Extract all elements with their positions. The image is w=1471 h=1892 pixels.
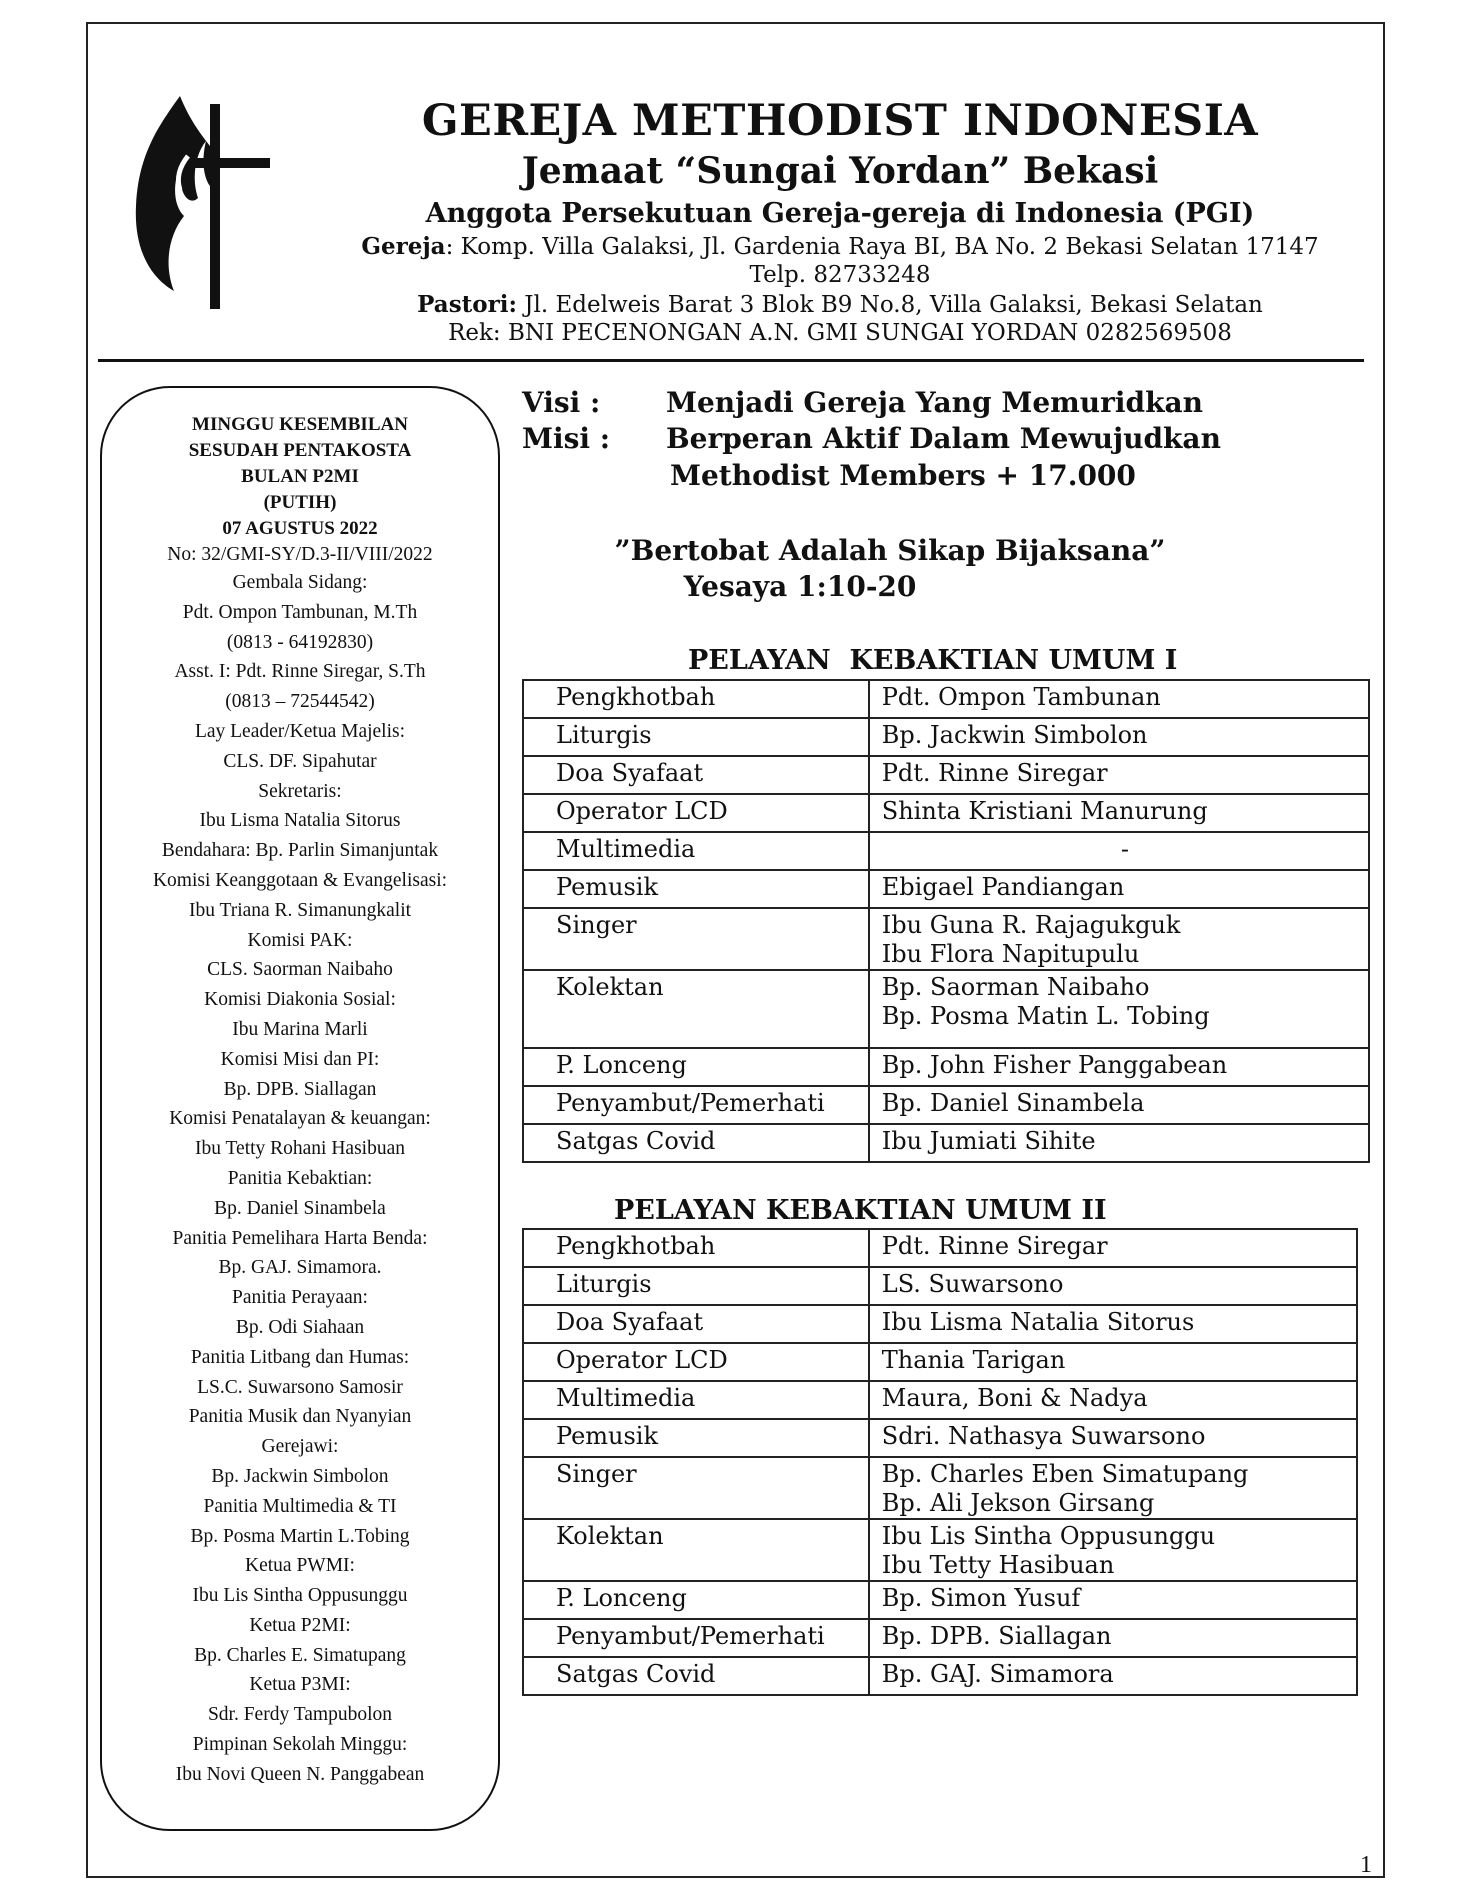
service-role: Doa Syafaat [523, 1305, 869, 1343]
service-row [523, 1457, 1357, 1519]
sidebar-line: (0813 - 64192830) [226, 631, 374, 653]
service-role: Satgas Covid [523, 1124, 869, 1162]
person-name: Bp. Simon Yusuf [881, 1584, 1081, 1612]
service-person [869, 1124, 1369, 1162]
service2-title: PELAYAN KEBAKTIAN UMUM II [614, 1195, 1107, 1226]
sidebar-line: Ibu Lisma Natalia Sitorus [199, 810, 401, 832]
sidebar-line: Gembala Sidang: [232, 572, 368, 593]
sidebar-line: Ketua PWMI: [245, 1555, 355, 1577]
service-role: Liturgis [523, 718, 869, 756]
sidebar-line: Ibu Triana R. Simanungkalit [188, 899, 412, 921]
sidebar-officers [100, 568, 500, 1790]
sidebar-line: Bendahara: Bp. Parlin Simanjuntak [161, 840, 439, 862]
sidebar-line: Sekretaris: [258, 780, 342, 802]
sidebar-line: Panitia Litbang dan Humas: [190, 1346, 410, 1368]
service-person [869, 908, 1369, 970]
service-role: Multimedia [523, 832, 869, 870]
person-name: Bp. Charles Eben Simatupang [881, 1460, 1249, 1488]
person-name: Bp. John Fisher Panggabean [881, 1051, 1228, 1079]
service-row [523, 794, 1369, 832]
person-name: Bp. Jackwin Simbolon [881, 721, 1148, 749]
sidebar-line: Pdt. Ompon Tambunan, M.Th [182, 601, 418, 623]
sidebar-line: CLS. Saorman Naibaho [207, 959, 393, 981]
sidebar-line: Bp. Posma Martin L.Tobing [190, 1525, 410, 1547]
service-row [523, 1048, 1369, 1086]
person-name: Bp. GAJ. Simamora [881, 1660, 1114, 1688]
sidebar-heading-4: (PUTIH) [263, 492, 337, 513]
person-name: Ibu Lisma Natalia Sitorus [881, 1308, 1195, 1336]
sidebar-line: Ketua P2MI: [249, 1614, 351, 1636]
service-row [523, 1519, 1357, 1581]
parsonage-line [290, 291, 1390, 318]
service-role: Doa Syafaat [523, 756, 869, 794]
service-role: Kolektan [523, 1519, 869, 1581]
service-person [869, 1581, 1357, 1619]
sidebar-heading-3: BULAN P2MI [241, 466, 359, 487]
person-name: Shinta Kristiani Manurung [881, 797, 1208, 825]
service-row [523, 1229, 1357, 1267]
sidebar-line: Lay Leader/Ketua Majelis: [194, 720, 406, 742]
person-name: LS. Suwarsono [881, 1270, 1064, 1298]
page-number: 1 [1360, 1852, 1372, 1878]
sidebar-line: Bp. Jackwin Simbolon [211, 1465, 389, 1487]
sidebar-line: Komisi Misi dan PI: [220, 1048, 380, 1070]
service-row [523, 1381, 1357, 1419]
sidebar-line: Ibu Lis Sintha Oppusunggu [192, 1585, 408, 1607]
service-person [869, 1519, 1357, 1581]
header-divider [98, 359, 1364, 362]
sidebar-line: Komisi Keanggotaan & Evangelisasi: [152, 869, 448, 891]
person-name: Pdt. Ompon Tambunan [881, 683, 1161, 711]
service-role: Singer [523, 1457, 869, 1519]
sidebar-line: Komisi Penatalayan & keuangan: [169, 1108, 431, 1130]
sidebar-line: Bp. Odi Siahaan [235, 1316, 365, 1338]
service-person [869, 1619, 1357, 1657]
service-row [523, 832, 1369, 870]
service-person [869, 794, 1369, 832]
parsonage-address: Jl. Edelweis Barat 3 Blok B9 No.8, Villa Galaksi, Bekasi Selatan [516, 292, 1263, 318]
person-name: Ibu Jumiati Sihite [881, 1127, 1096, 1155]
service1-table [522, 679, 1370, 1163]
cross-and-flame-logo [128, 86, 288, 326]
service-row [523, 870, 1369, 908]
service-row [523, 1419, 1357, 1457]
sidebar-line: Sdr. Ferdy Tampubolon [207, 1704, 393, 1726]
service-person [869, 1343, 1357, 1381]
person-name: Ibu Flora Napitupulu [881, 940, 1140, 968]
person-name: Ebigael Pandiangan [881, 873, 1125, 901]
person-name: Thania Tarigan [881, 1346, 1066, 1374]
sidebar-line: Komisi PAK: [247, 929, 353, 951]
person-name: Sdri. Nathasya Suwarsono [881, 1422, 1206, 1450]
service-role: Penyambut/Pemerhati [523, 1086, 869, 1124]
parsonage-label: Pastori: [417, 291, 517, 318]
church-name: GEREJA METHODIST INDONESIA [421, 96, 1259, 146]
service-person [869, 1457, 1357, 1519]
service-row [523, 1124, 1369, 1162]
sidebar-line: Ibu Marina Marli [232, 1018, 368, 1040]
service-row [523, 718, 1369, 756]
service-role: P. Lonceng [523, 1581, 869, 1619]
person-name: Bp. DPB. Siallagan [881, 1622, 1112, 1650]
service-role: Pemusik [523, 870, 869, 908]
service1-title: PELAYAN KEBAKTIAN UMUM I [688, 645, 1178, 676]
service-person [869, 756, 1369, 794]
misi-text-2: Methodist Members + 17.000 [670, 459, 1136, 492]
person-name: Pdt. Rinne Siregar [881, 759, 1108, 787]
service-person [869, 1419, 1357, 1457]
visi-text: Menjadi Gereja Yang Memuridkan [666, 386, 1204, 419]
phone-line: Telp. 82733248 [749, 262, 931, 288]
church-address: : Komp. Villa Galaksi, Jl. Gardenia Raya BI, BA No. 2 Bekasi Selatan 17147 [445, 234, 1319, 260]
service-person [869, 1048, 1369, 1086]
sidebar-line: Ibu Tetty Rohani Hasibuan [194, 1138, 406, 1160]
service-row [523, 1305, 1357, 1343]
service-role: Operator LCD [523, 794, 869, 832]
person-name: Pdt. Rinne Siregar [881, 1232, 1108, 1260]
service-person [869, 1229, 1357, 1267]
service-role: Operator LCD [523, 1343, 869, 1381]
service-row [523, 1343, 1357, 1381]
sidebar-heading-1: MINGGU KESEMBILAN [192, 414, 408, 435]
sidebar-line: Ibu Novi Queen N. Panggabean [175, 1763, 425, 1785]
service-role: Satgas Covid [523, 1657, 869, 1695]
sidebar-line: Gerejawi: [261, 1436, 339, 1458]
service-person [869, 1657, 1357, 1695]
person-name: Ibu Lis Sintha Oppusunggu [881, 1522, 1216, 1550]
sidebar-line: LS.C. Suwarsono Samosir [197, 1376, 403, 1398]
sidebar [100, 412, 500, 1790]
service-person [869, 1305, 1357, 1343]
sidebar-line: (0813 – 72544542) [225, 691, 375, 713]
misi-text-1: Berperan Aktif Dalam Mewujudkan [666, 422, 1221, 455]
service-person [869, 680, 1369, 718]
service-role: Pemusik [523, 1419, 869, 1457]
service-role: Multimedia [523, 1381, 869, 1419]
misi-label: Misi : [522, 422, 611, 455]
sidebar-line: Panitia Perayaan: [232, 1287, 368, 1309]
service-person [869, 970, 1369, 1048]
bulletin-number: No: 32/GMI-SY/D.3-II/VIII/2022 [167, 544, 433, 565]
service-row [523, 680, 1369, 718]
service-role: Liturgis [523, 1267, 869, 1305]
person-name: Ibu Tetty Hasibuan [881, 1551, 1115, 1579]
service-row [523, 908, 1369, 970]
service-person [869, 832, 1369, 870]
person-name: Bp. Daniel Sinambela [881, 1089, 1145, 1117]
person-name: - [1120, 835, 1129, 863]
sidebar-line: Bp. DPB. Siallagan [223, 1078, 377, 1100]
membership-line: Anggota Persekutuan Gereja-gereja di Indonesia (PGI) [425, 198, 1255, 229]
sidebar-line: Panitia Musik dan Nyanyian [188, 1406, 412, 1428]
sidebar-line: Pimpinan Sekolah Minggu: [192, 1734, 408, 1756]
service-role: Pengkhotbah [523, 680, 869, 718]
sidebar-line: Panitia Multimedia & TI [203, 1495, 397, 1517]
scripture-reference: Yesaya 1:10-20 [683, 570, 917, 603]
sidebar-line: Panitia Kebaktian: [227, 1167, 373, 1189]
sidebar-line: Bp. GAJ. Simamora. [218, 1257, 382, 1279]
bank-account-line: Rek: BNI PECENONGAN A.N. GMI SUNGAI YORDAN 0282569508 [448, 320, 1232, 346]
service-person [869, 1086, 1369, 1124]
service-role: Penyambut/Pemerhati [523, 1619, 869, 1657]
church-address-line [290, 233, 1390, 260]
congregation-name: Jemaat “Sungai Yordan” Bekasi [521, 150, 1159, 192]
sidebar-heading-2: SESUDAH PENTAKOSTA [188, 440, 412, 461]
person-name: Bp. Posma Matin L. Tobing [881, 1002, 1210, 1030]
person-name: Bp. Saorman Naibaho [881, 973, 1150, 1001]
service-role: Singer [523, 908, 869, 970]
service-row [523, 1086, 1369, 1124]
service-row [523, 756, 1369, 794]
sidebar-line: Komisi Diakonia Sosial: [204, 989, 396, 1011]
church-label: Gereja [361, 233, 446, 260]
service-person [869, 1267, 1357, 1305]
visi-label: Visi : [522, 386, 601, 419]
service-role: Kolektan [523, 970, 869, 1048]
service-row [523, 1267, 1357, 1305]
sermon-theme: ”Bertobat Adalah Sikap Bijaksana” [614, 534, 1166, 567]
person-name: Bp. Ali Jekson Girsang [881, 1489, 1155, 1517]
service-person [869, 718, 1369, 756]
service-row [523, 1657, 1357, 1695]
sidebar-date: 07 AGUSTUS 2022 [222, 518, 378, 539]
service-person [869, 1381, 1357, 1419]
person-name: Ibu Guna R. Rajagukguk [881, 911, 1181, 939]
sidebar-line: Bp. Daniel Sinambela [214, 1197, 386, 1219]
person-name: Maura, Boni & Nadya [881, 1384, 1148, 1412]
sidebar-line: CLS. DF. Sipahutar [223, 750, 377, 772]
service-row [523, 1619, 1357, 1657]
sidebar-line: Asst. I: Pdt. Rinne Siregar, S.Th [174, 661, 426, 683]
service-person [869, 870, 1369, 908]
service-role: P. Lonceng [523, 1048, 869, 1086]
service-role: Pengkhotbah [523, 1229, 869, 1267]
service-row [523, 1581, 1357, 1619]
service-row [523, 970, 1369, 1048]
sidebar-line: Bp. Charles E. Simatupang [194, 1644, 406, 1666]
sidebar-line: Panitia Pemelihara Harta Benda: [172, 1227, 428, 1249]
service2-table [522, 1228, 1358, 1696]
sidebar-line: Ketua P3MI: [249, 1674, 351, 1696]
